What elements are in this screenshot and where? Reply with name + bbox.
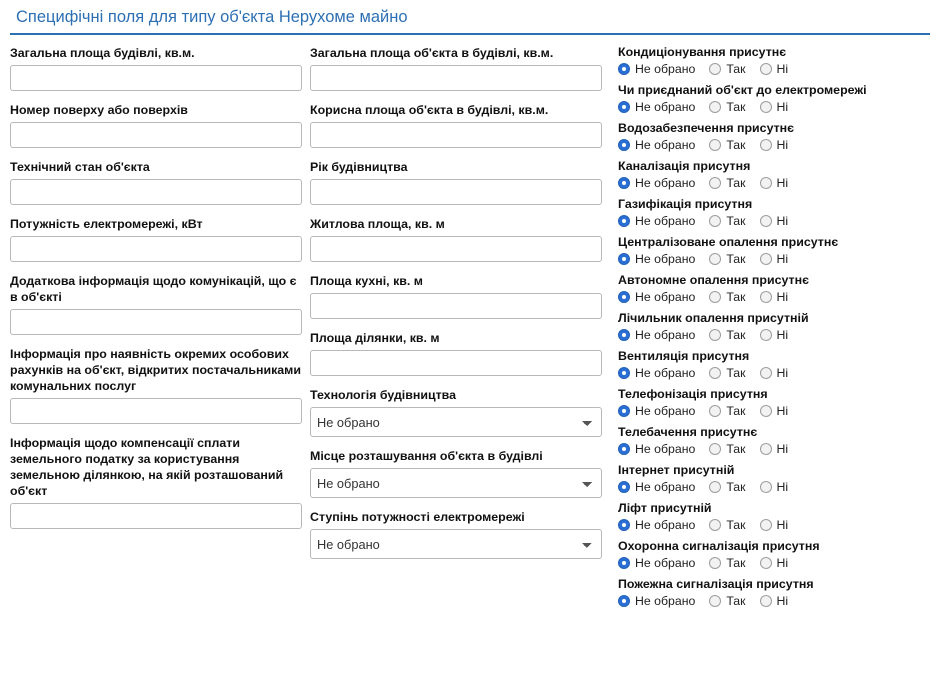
radio-button-icon[interactable] [709, 367, 721, 379]
living-area-input[interactable] [310, 236, 602, 262]
heating-meter-label: Лічильник опалення присутній [618, 311, 809, 325]
central-heating-options [618, 252, 922, 266]
field-utilities-additional-info [10, 273, 302, 335]
radio-button-icon[interactable] [618, 595, 630, 607]
autonomous-heating-label: Автономне опалення присутнє [618, 273, 809, 287]
air-conditioning-option-0-label: Не обрано [635, 62, 696, 76]
ventilation-option-0[interactable] [618, 366, 695, 380]
telephony-option-1[interactable] [709, 404, 745, 418]
sewerage-option-0[interactable] [618, 176, 695, 190]
radio-button-icon[interactable] [760, 329, 772, 341]
autonomous-heating-option-0-label: Не обрано [635, 290, 696, 304]
field-construction-year [310, 159, 602, 205]
telephony-option-2-label: Ні [776, 404, 789, 418]
radio-button-icon[interactable] [709, 405, 721, 417]
radio-button-icon[interactable] [618, 101, 630, 113]
television-option-2-label: Ні [776, 442, 789, 456]
connected-to-power-grid-option-0-label: Не обрано [635, 100, 696, 114]
elevator-options [618, 518, 922, 532]
radio-button-icon[interactable] [709, 215, 721, 227]
air-conditioning-option-2-label: Ні [776, 62, 789, 76]
field-power-grid-level [310, 509, 602, 559]
field-object-useful-area-in-building [310, 102, 602, 148]
radio-button-icon[interactable] [618, 443, 630, 455]
power-grid-capacity-label: Потужність електромережі, кВт [10, 217, 203, 231]
television-option-1[interactable] [709, 442, 745, 456]
radio-group-security-alarm [618, 539, 922, 570]
object-useful-area-in-building-input[interactable] [310, 122, 602, 148]
television-option-2[interactable] [760, 442, 789, 456]
specific-fields-form [0, 6, 940, 692]
form-columns [10, 45, 930, 615]
radio-button-icon[interactable] [760, 519, 772, 531]
ventilation-option-2-label: Ні [776, 366, 789, 380]
radio-button-icon[interactable] [709, 481, 721, 493]
utilities-additional-info-input[interactable] [10, 309, 302, 335]
connected-to-power-grid-option-2-label: Ні [776, 100, 789, 114]
water-supply-option-1-label: Так [726, 138, 746, 152]
central-heating-option-1[interactable] [709, 252, 745, 266]
security-alarm-option-1[interactable] [709, 556, 745, 570]
water-supply-options [618, 138, 922, 152]
radio-group-gasification [618, 197, 922, 228]
internet-option-2-label: Ні [776, 480, 789, 494]
fire-alarm-option-1[interactable] [709, 594, 745, 608]
autonomous-heating-option-1-label: Так [726, 290, 746, 304]
television-options [618, 442, 922, 456]
kitchen-area-input[interactable] [310, 293, 602, 319]
radio-group-elevator [618, 501, 922, 532]
sewerage-option-2[interactable] [760, 176, 789, 190]
internet-option-1[interactable] [709, 480, 745, 494]
power-grid-level-select[interactable] [310, 529, 602, 559]
fire-alarm-label: Пожежна сигналізація присутня [618, 577, 814, 591]
air-conditioning-option-1-label: Так [726, 62, 746, 76]
television-option-0-label: Не обрано [635, 442, 696, 456]
gasification-label: Газифікація присутня [618, 197, 753, 211]
radio-button-icon[interactable] [618, 329, 630, 341]
water-supply-option-0[interactable] [618, 138, 695, 152]
radio-button-icon[interactable] [760, 367, 772, 379]
radio-group-central-heating [618, 235, 922, 266]
air-conditioning-option-0[interactable] [618, 62, 695, 76]
security-alarm-option-2[interactable] [760, 556, 789, 570]
gasification-option-1-label: Так [726, 214, 746, 228]
construction-year-label: Рік будівництва [310, 160, 408, 174]
elevator-option-1-label: Так [726, 518, 746, 532]
security-alarm-option-1-label: Так [726, 556, 746, 570]
radio-button-icon[interactable] [760, 595, 772, 607]
radio-group-connected-to-power-grid [618, 83, 922, 114]
elevator-option-0-label: Не обрано [635, 518, 696, 532]
radio-button-icon[interactable] [618, 63, 630, 75]
radio-group-water-supply [618, 121, 922, 152]
air-conditioning-option-2[interactable] [760, 62, 789, 76]
middle-column [310, 45, 610, 570]
radio-button-icon[interactable] [760, 557, 772, 569]
gasification-option-0[interactable] [618, 214, 695, 228]
radio-button-icon[interactable] [760, 215, 772, 227]
radio-button-icon[interactable] [618, 519, 630, 531]
power-grid-level-label: Ступінь потужності електромережі [310, 510, 525, 524]
construction-technology-label: Технологія будівництва [310, 388, 456, 402]
connected-to-power-grid-label: Чи приєднаний об'єкт до електромережі [618, 83, 867, 97]
land-tax-compensation-info-input[interactable] [10, 503, 302, 529]
radio-button-icon[interactable] [760, 177, 772, 189]
ventilation-option-0-label: Не обрано [635, 366, 696, 380]
internet-options [618, 480, 922, 494]
elevator-option-2-label: Ні [776, 518, 789, 532]
field-total-building-area [10, 45, 302, 91]
security-alarm-options [618, 556, 922, 570]
radio-button-icon[interactable] [760, 253, 772, 265]
heating-meter-options [618, 328, 922, 342]
radio-button-icon[interactable] [709, 329, 721, 341]
radio-button-icon[interactable] [760, 101, 772, 113]
heating-meter-option-1[interactable] [709, 328, 745, 342]
field-separate-accounts-info [10, 346, 302, 424]
ventilation-label: Вентиляція присутня [618, 349, 750, 363]
gasification-options [618, 214, 922, 228]
heating-meter-option-0[interactable] [618, 328, 695, 342]
security-alarm-option-0[interactable] [618, 556, 695, 570]
object-location-in-building-label: Місце розташування об'єкта в будівлі [310, 449, 543, 463]
central-heating-option-1-label: Так [726, 252, 746, 266]
radio-group-fire-alarm [618, 577, 922, 608]
radio-button-icon[interactable] [760, 405, 772, 417]
radio-group-telephony [618, 387, 922, 418]
connected-to-power-grid-options [618, 100, 922, 114]
radio-button-icon[interactable] [709, 101, 721, 113]
radio-button-icon[interactable] [618, 291, 630, 303]
autonomous-heating-option-0[interactable] [618, 290, 695, 304]
land-tax-compensation-info-label: Інформація щодо компенсації сплати земельного податку за користування земельною ділянкою, на якій розташований об'єкт [10, 436, 284, 498]
radio-button-icon[interactable] [709, 291, 721, 303]
radio-button-icon[interactable] [760, 443, 772, 455]
telephony-label: Телефонізація присутня [618, 387, 768, 401]
television-option-0[interactable] [618, 442, 695, 456]
floor-number-input[interactable] [10, 122, 302, 148]
field-floor-number [10, 102, 302, 148]
living-area-label: Житлова площа, кв. м [310, 217, 445, 231]
ventilation-option-1-label: Так [726, 366, 746, 380]
water-supply-option-2[interactable] [760, 138, 789, 152]
fire-alarm-options [618, 594, 922, 608]
ventilation-option-1[interactable] [709, 366, 745, 380]
radio-button-icon[interactable] [709, 177, 721, 189]
autonomous-heating-option-2[interactable] [760, 290, 789, 304]
radio-group-heating-meter [618, 311, 922, 342]
internet-option-2[interactable] [760, 480, 789, 494]
radio-group-autonomous-heating [618, 273, 922, 304]
radio-button-icon[interactable] [709, 253, 721, 265]
central-heating-option-0[interactable] [618, 252, 695, 266]
technical-condition-input[interactable] [10, 179, 302, 205]
object-total-area-in-building-label: Загальна площа об'єкта в будівлі, кв.м. [310, 46, 554, 60]
radio-button-icon[interactable] [709, 443, 721, 455]
separate-accounts-info-input[interactable] [10, 398, 302, 424]
air-conditioning-option-1[interactable] [709, 62, 745, 76]
central-heating-option-2-label: Ні [776, 252, 789, 266]
heating-meter-option-0-label: Не обрано [635, 328, 696, 342]
radio-group-television [618, 425, 922, 456]
radio-button-icon[interactable] [618, 481, 630, 493]
water-supply-option-2-label: Ні [776, 138, 789, 152]
sewerage-option-0-label: Не обрано [635, 176, 696, 190]
radio-button-icon[interactable] [618, 405, 630, 417]
field-kitchen-area [310, 273, 602, 319]
ventilation-options [618, 366, 922, 380]
telephony-option-0[interactable] [618, 404, 695, 418]
water-supply-option-0-label: Не обрано [635, 138, 696, 152]
field-power-grid-capacity [10, 216, 302, 262]
heating-meter-option-1-label: Так [726, 328, 746, 342]
radio-button-icon[interactable] [709, 139, 721, 151]
telephony-option-2[interactable] [760, 404, 789, 418]
internet-label: Інтернет присутній [618, 463, 735, 477]
sewerage-options [618, 176, 922, 190]
central-heating-option-2[interactable] [760, 252, 789, 266]
object-total-area-in-building-input[interactable] [310, 65, 602, 91]
television-label: Телебачення присутнє [618, 425, 758, 439]
radio-button-icon[interactable] [760, 139, 772, 151]
left-column [10, 45, 310, 540]
telephony-options [618, 404, 922, 418]
elevator-option-2[interactable] [760, 518, 789, 532]
radio-group-sewerage [618, 159, 922, 190]
gasification-option-2[interactable] [760, 214, 789, 228]
sewerage-option-2-label: Ні [776, 176, 789, 190]
separate-accounts-info-label: Інформація про наявність окремих особових рахунків на об'єкт, відкритих постачальниками комунальних послуг [10, 347, 301, 393]
object-location-in-building-select[interactable] [310, 468, 602, 498]
radio-button-icon[interactable] [760, 63, 772, 75]
radio-button-icon[interactable] [760, 291, 772, 303]
air-conditioning-label: Кондиціонування присутнє [618, 45, 787, 59]
gasification-option-1[interactable] [709, 214, 745, 228]
autonomous-heating-option-1[interactable] [709, 290, 745, 304]
total-building-area-label: Загальна площа будівлі, кв.м. [10, 46, 195, 60]
heating-meter-option-2[interactable] [760, 328, 789, 342]
right-column [610, 45, 922, 615]
total-building-area-input[interactable] [10, 65, 302, 91]
radio-button-icon[interactable] [760, 481, 772, 493]
field-living-area [310, 216, 602, 262]
page-title: Специфічні поля для типу об'єкта Нерухоме майно [10, 6, 930, 35]
ventilation-option-2[interactable] [760, 366, 789, 380]
field-object-total-area-in-building [310, 45, 602, 91]
heating-meter-option-2-label: Ні [776, 328, 789, 342]
autonomous-heating-option-2-label: Ні [776, 290, 789, 304]
gasification-option-2-label: Ні [776, 214, 789, 228]
sewerage-option-1-label: Так [726, 176, 746, 190]
field-construction-technology [310, 387, 602, 437]
construction-technology-select[interactable] [310, 407, 602, 437]
radio-button-icon[interactable] [709, 557, 721, 569]
telephony-option-0-label: Не обрано [635, 404, 696, 418]
floor-number-label: Номер поверху або поверхів [10, 103, 188, 117]
construction-year-input[interactable] [310, 179, 602, 205]
field-land-tax-compensation-info [10, 435, 302, 529]
radio-button-icon[interactable] [618, 177, 630, 189]
plot-area-input[interactable] [310, 350, 602, 376]
connected-to-power-grid-option-2[interactable] [760, 100, 789, 114]
elevator-option-0[interactable] [618, 518, 695, 532]
security-alarm-option-2-label: Ні [776, 556, 789, 570]
object-useful-area-in-building-label: Корисна площа об'єкта в будівлі, кв.м. [310, 103, 549, 117]
internet-option-1-label: Так [726, 480, 746, 494]
kitchen-area-label: Площа кухні, кв. м [310, 274, 423, 288]
internet-option-0-label: Не обрано [635, 480, 696, 494]
radio-group-air-conditioning [618, 45, 922, 76]
radio-button-icon[interactable] [618, 215, 630, 227]
elevator-label: Ліфт присутній [618, 501, 712, 515]
connected-to-power-grid-option-1[interactable] [709, 100, 745, 114]
central-heating-label: Централізоване опалення присутнє [618, 235, 839, 249]
security-alarm-option-0-label: Не обрано [635, 556, 696, 570]
telephony-option-1-label: Так [726, 404, 746, 418]
fire-alarm-option-0[interactable] [618, 594, 695, 608]
utilities-additional-info-label: Додаткова інформація щодо комунікацій, що є в об'єкті [10, 274, 297, 304]
connected-to-power-grid-option-0[interactable] [618, 100, 695, 114]
sewerage-label: Каналізація присутня [618, 159, 751, 173]
field-object-location-in-building [310, 448, 602, 498]
radio-button-icon[interactable] [618, 139, 630, 151]
radio-button-icon[interactable] [618, 557, 630, 569]
air-conditioning-options [618, 62, 922, 76]
field-plot-area [310, 330, 602, 376]
internet-option-0[interactable] [618, 480, 695, 494]
fire-alarm-option-0-label: Не обрано [635, 594, 696, 608]
radio-button-icon[interactable] [709, 519, 721, 531]
fire-alarm-option-2[interactable] [760, 594, 789, 608]
plot-area-label: Площа ділянки, кв. м [310, 331, 440, 345]
water-supply-label: Водозабезпечення присутнє [618, 121, 795, 135]
sewerage-option-1[interactable] [709, 176, 745, 190]
fire-alarm-option-1-label: Так [726, 594, 746, 608]
autonomous-heating-options [618, 290, 922, 304]
power-grid-capacity-input[interactable] [10, 236, 302, 262]
fire-alarm-option-2-label: Ні [776, 594, 789, 608]
central-heating-option-0-label: Не обрано [635, 252, 696, 266]
radio-group-internet [618, 463, 922, 494]
radio-button-icon[interactable] [618, 253, 630, 265]
connected-to-power-grid-option-1-label: Так [726, 100, 746, 114]
water-supply-option-1[interactable] [709, 138, 745, 152]
elevator-option-1[interactable] [709, 518, 745, 532]
radio-button-icon[interactable] [618, 367, 630, 379]
radio-button-icon[interactable] [709, 63, 721, 75]
gasification-option-0-label: Не обрано [635, 214, 696, 228]
radio-group-ventilation [618, 349, 922, 380]
radio-button-icon[interactable] [709, 595, 721, 607]
security-alarm-label: Охоронна сигналізація присутня [618, 539, 820, 553]
television-option-1-label: Так [726, 442, 746, 456]
field-technical-condition [10, 159, 302, 205]
technical-condition-label: Технічний стан об'єкта [10, 160, 150, 174]
